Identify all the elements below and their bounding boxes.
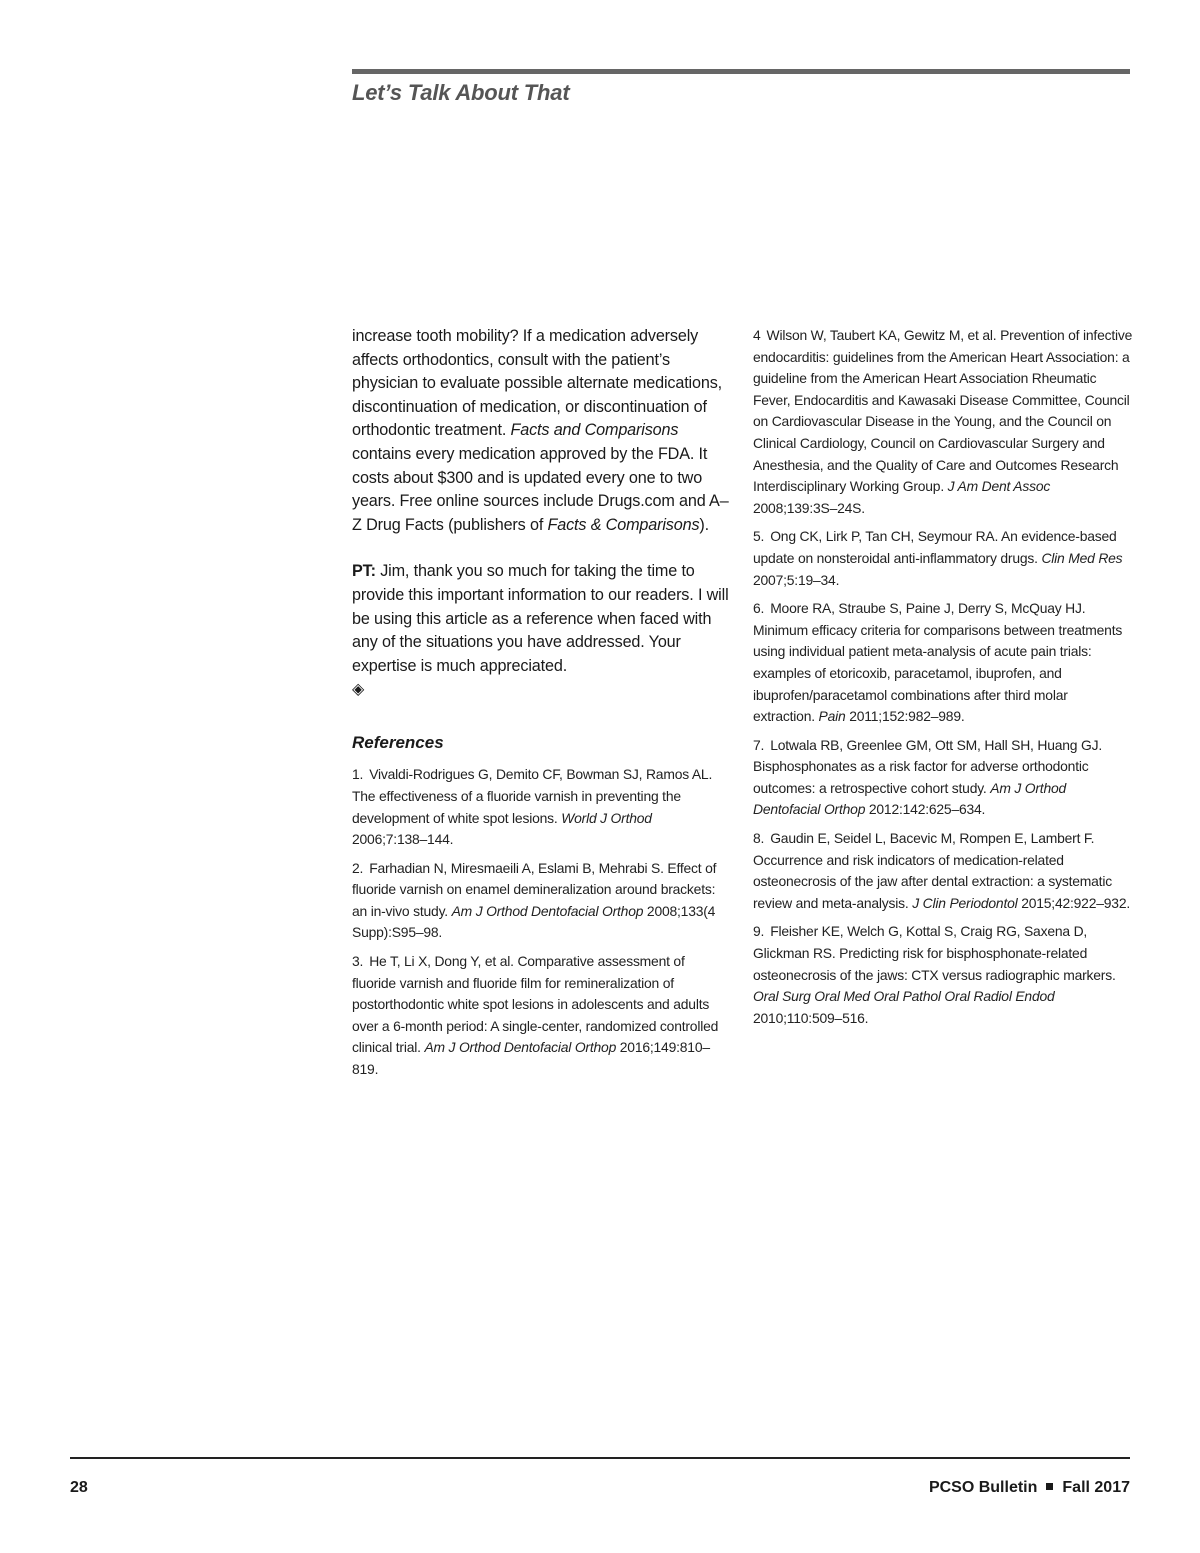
header-rule <box>352 69 1130 74</box>
reference-number: 5. <box>753 528 765 545</box>
reference-item <box>753 598 1133 728</box>
reference-text: Gaudin E, Seidel L, Bacevic M, Rompen E, Lambert F. Occurrence and risk indicators of medication-related osteonecrosis of the jaw after dental extraction: a systematic review and meta-analysis. <box>753 830 1112 911</box>
reference-journal: Am J Orthod Dentofacial Orthop <box>753 779 1067 818</box>
reference-text: Lotwala RB, Greenlee GM, Ott SM, Hall SH, Huang GJ. Bisphosphonates as a risk factor for adverse orthodontic outcomes: a retrospective cohort study. <box>753 736 1102 796</box>
footer-rule <box>70 1457 1130 1459</box>
book-title: Facts and Comparisons <box>510 421 679 440</box>
reference-citation: 2007;5:19–34. <box>753 571 840 588</box>
footer-publication <box>929 1479 1130 1497</box>
reference-number: 4 <box>753 327 761 343</box>
reference-text: Wilson W, Taubert KA, Gewitz M, et al. Prevention of infective endocarditis: guidelines from the American Heart Association: a guideline from the American Heart Association Rheumatic Fever, Endocarditis and Kawasaki Disease Committee, Council on Cardiovascular Disease in the Young, and the Council on Clinical Cardiology, Council on Cardiovascular Surgery and Anesthesia, and the Quality of Care and Outcomes Research Interdisciplinary Working Group. <box>753 327 1133 495</box>
article-paragraph <box>352 325 730 537</box>
reference-item <box>753 828 1133 914</box>
reference-item <box>352 951 730 1081</box>
reference-journal: J Am Dent Assoc <box>947 478 1051 495</box>
reference-citation: 2010;110:509–516. <box>753 1009 869 1026</box>
reference-citation: 2016;149:810–819. <box>352 1039 710 1078</box>
reference-journal: Am J Orthod Dentofacial Orthop <box>424 1039 617 1056</box>
reference-citation: 2008;139:3S–24S. <box>753 499 865 516</box>
end-of-article-icon: ◈ <box>352 681 365 699</box>
reference-journal: World J Orthod <box>561 809 652 826</box>
closing-paragraph <box>352 560 730 700</box>
paragraph-text: contains every medication approved by the FDA. It costs about $300 and is updated every one to two years. Free online sources include Drugs.com and A–Z Drug Facts (publishers of <box>352 444 729 534</box>
reference-item <box>753 526 1133 591</box>
separator-square-icon <box>1046 1483 1053 1490</box>
reference-number: 1. <box>352 766 364 783</box>
reference-number: 9. <box>753 923 765 940</box>
reference-number: 8. <box>753 830 765 847</box>
reference-number: 7. <box>753 736 765 753</box>
references-heading: References <box>352 733 444 753</box>
paragraph-text: Jim, thank you so much for taking the time to provide this important information to our readers. I will be using this article as a reference when faced with any of the situations you have addressed. Your expertise is much appreciated. <box>352 562 729 675</box>
paragraph-text: increase tooth mobility? If a medication adversely affects orthodontics, consult with the patient’s physician to evaluate possible alternate medications, discontinuation of medication, or discontinuation of orthodontic treatment. <box>352 327 722 440</box>
reference-journal: Clin Med Res <box>1041 549 1123 566</box>
reference-item <box>753 921 1133 1029</box>
page-number: 28 <box>70 1479 88 1496</box>
reference-item <box>352 764 730 850</box>
reference-text: Farhadian N, Miresmaeili A, Eslami B, Mehrabi S. Effect of fluoride varnish on enamel demineralization around brackets: an in-vivo study. <box>352 859 717 919</box>
section-title: Let’s Talk About That <box>352 80 570 105</box>
reference-item <box>352 858 730 944</box>
speaker-label: PT: <box>352 562 376 581</box>
reference-journal: Am J Orthod Dentofacial Orthop <box>451 902 644 919</box>
reference-item <box>753 735 1133 821</box>
publication-name: PCSO Bulletin <box>928 1479 1038 1496</box>
book-title: Facts & Comparisons <box>547 515 700 534</box>
reference-journal: Oral Surg Oral Med Oral Pathol Oral Radiol Endod <box>753 988 1055 1005</box>
reference-citation: 2008;133(4 Supp):S95–98. <box>352 902 716 941</box>
reference-citation: 2006;7:138–144. <box>352 831 454 848</box>
reference-citation: 2015;42:922–932. <box>1017 894 1130 911</box>
reference-number: 6. <box>753 600 765 617</box>
reference-citation: 2011;152:982–989. <box>845 708 965 725</box>
reference-number: 2. <box>352 859 364 876</box>
reference-text: Fleisher KE, Welch G, Kottal S, Craig RG, Saxena D, Glickman RS. Predicting risk for bisphosphonate-related osteonecrosis of the jaws: CTX versus radiographic markers. <box>753 923 1116 983</box>
right-column <box>753 325 1133 1036</box>
reference-text: He T, Li X, Dong Y, et al. Comparative assessment of fluoride varnish and fluoride film for remineralization of postorthodontic white spot lesions in adolescents and adults over a 6-month period: A single-center, randomized controlled clinical trial. <box>352 953 719 1056</box>
reference-journal: Pain <box>818 708 846 725</box>
reference-number: 3. <box>352 953 364 970</box>
paragraph-text: ). <box>699 515 709 534</box>
reference-text: Ong CK, Lirk P, Tan CH, Seymour RA. An evidence-based update on nonsteroidal anti-inflammatory drugs. <box>753 528 1117 566</box>
reference-text: Moore RA, Straube S, Paine J, Derry S, McQuay HJ. Minimum efficacy criteria for comparisons between treatments using individual patient meta-analysis of acute pain trials: examples of etoricoxib, paracetamol, ibuprofen, and ibuprofen/paracetamol combinations after third molar extraction. <box>753 600 1123 725</box>
reference-item <box>753 325 1133 519</box>
left-column <box>352 325 730 1088</box>
reference-text: Vivaldi-Rodrigues G, Demito CF, Bowman SJ, Ramos AL. The effectiveness of a fluoride varnish in preventing the development of white spot lesions. <box>352 766 713 826</box>
issue-label: Fall 2017 <box>1062 1479 1130 1496</box>
reference-journal: J Clin Periodontol <box>912 894 1018 911</box>
reference-citation: 2012:142:625–634. <box>865 801 986 818</box>
